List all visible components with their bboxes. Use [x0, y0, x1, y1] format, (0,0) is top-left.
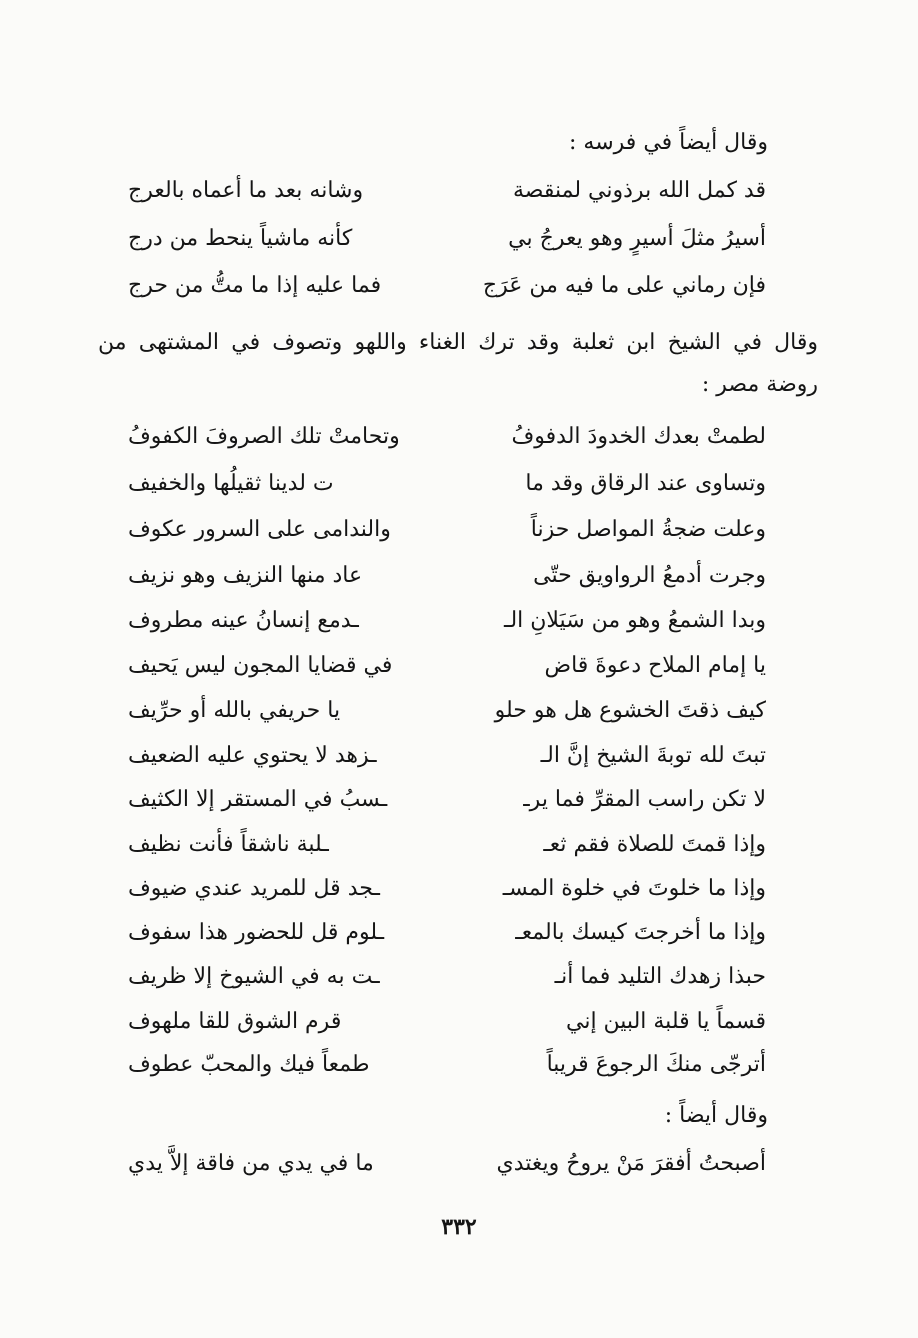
verse-second-hemistich: طمعاً فيك والمحبّ عطوف	[128, 1052, 370, 1077]
section-intro-line: وقال في الشيخ ابن ثعلبة وقد ترك الغناء واللهو وتصوف في المشتهى من	[98, 330, 818, 355]
verse-first-hemistich: قسماً يا قلبة البين إني	[565, 1009, 766, 1034]
verse-first-hemistich: حبذا زهدك التليد فما أنـ	[554, 964, 766, 989]
verse-first-hemistich: وإذا ما أخرجتَ كيسك بالمعـ	[515, 920, 766, 945]
verse-second-hemistich: في قضايا المجون ليس يَحيف	[128, 653, 393, 678]
page-number: ٣٣٢	[441, 1214, 477, 1240]
verse-first-hemistich: أسيرُ مثلَ أسيرٍ وهو يعرجُ بي	[508, 226, 766, 251]
verse-second-hemistich: ـلوم قل للحضور هذا سفوف	[128, 920, 385, 945]
verse-first-hemistich: أترجّى منكَ الرجوعَ قريباً	[546, 1052, 766, 1077]
verse-second-hemistich: ـسبُ في المستقر إلا الكثيف	[128, 787, 388, 812]
verse-first-hemistich: وتساوى عند الرقاق وقد ما	[525, 471, 766, 496]
verse-second-hemistich: ـلبة ناشقاً فأنت نظيف	[128, 832, 329, 857]
section-intro-line: روضة مصر :	[701, 372, 818, 397]
verse-second-hemistich: والندامى على السرور عكوف	[128, 517, 391, 542]
verse-second-hemistich: وتحامتْ تلك الصروفَ الكفوفُ	[128, 424, 400, 449]
verse-second-hemistich: ـجد قل للمريد عندي ضيوف	[128, 876, 380, 901]
verse-first-hemistich: فإن رماني على ما فيه من عَرَج	[482, 273, 766, 298]
verse-first-hemistich: وجرت أدمعُ الرواويق حتّى	[533, 563, 766, 588]
section-intro: وقال أيضاً في فرسه :	[569, 130, 768, 155]
verse-first-hemistich: وإذا ما خلوتَ في خلوة المسـ	[502, 876, 766, 901]
verse-first-hemistich: كيف ذقتَ الخشوع هل هو حلو	[494, 698, 766, 723]
verse-second-hemistich: قرم الشوق للقا ملهوف	[128, 1009, 342, 1034]
verse-first-hemistich: أصبحتُ أفقرَ مَنْ يروحُ ويغتدي	[496, 1151, 766, 1176]
verse-first-hemistich: وبدا الشمعُ وهو من سَيَلانِ الـ	[504, 608, 766, 633]
verse-first-hemistich: تبتَ لله توبةَ الشيخ إنَّ الـ	[540, 743, 766, 768]
verse-first-hemistich: قد كمل الله برذوني لمنقصة	[513, 178, 766, 203]
verse-first-hemistich: لا تكن راسب المقرِّ فما يرـ	[523, 787, 766, 812]
verse-first-hemistich: يا إمام الملاح دعوةَ قاض	[544, 653, 766, 678]
verse-second-hemistich: ـت به في الشيوخ إلا ظريف	[128, 964, 380, 989]
verse-second-hemistich: ت لدينا ثقيلُها والخفيف	[128, 471, 334, 496]
verse-first-hemistich: لطمتْ بعدك الخدودَ الدفوفُ	[511, 424, 766, 449]
verse-second-hemistich: ـزهد لا يحتوي عليه الضعيف	[128, 743, 377, 768]
verse-second-hemistich: ـدمع إنسانُ عينه مطروف	[128, 608, 359, 633]
verse-first-hemistich: وإذا قمتَ للصلاة فقم ثعـ	[543, 832, 766, 857]
verse-second-hemistich: عاد منها النزيف وهو نزيف	[128, 563, 363, 588]
section-intro: وقال أيضاً :	[664, 1103, 768, 1128]
verse-second-hemistich: ما في يدي من فاقة إلاَّ يدي	[128, 1151, 374, 1176]
verse-second-hemistich: فما عليه إذا ما متُّ من حرج	[128, 273, 382, 298]
verse-second-hemistich: كأنه ماشياً ينحط من درج	[128, 226, 353, 251]
verse-second-hemistich: وشانه بعد ما أعماه بالعرج	[128, 178, 364, 203]
verse-second-hemistich: يا حريفي بالله أو حرِّيف	[128, 698, 341, 723]
verse-first-hemistich: وعلت ضجةُ المواصل حزناً	[530, 517, 766, 542]
